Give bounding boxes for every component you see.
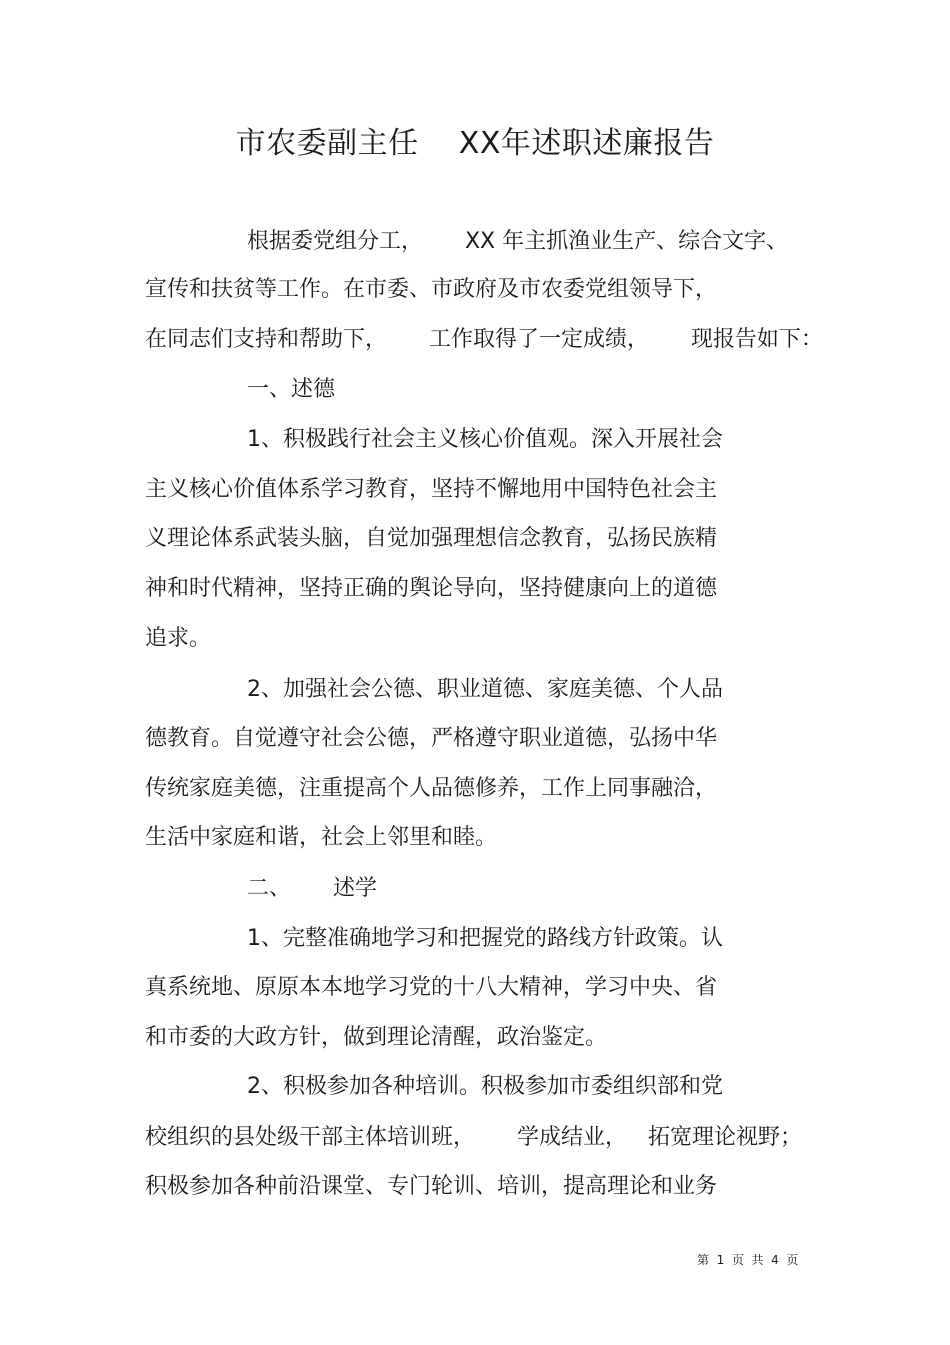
paragraph-line: 生活中家庭和谐，社会上邻里和睦。 [145, 825, 498, 850]
paragraph-line: 1、积极践行社会主义核心价值观。深入开展社会 [247, 427, 723, 452]
paragraph-line: 在同志们支持和帮助下， 工作取得了一定成绩， 现报告如下： [145, 327, 823, 352]
page-number: 第 1 页 共 4 页 [697, 1253, 799, 1267]
document-title: 市农委副主任 XX年述职述廉报告 [235, 126, 715, 161]
paragraph-line: 宣传和扶贫等工作。在市委、市政府及市农委党组领导下， [145, 277, 718, 302]
paragraph-line: 德教育。自觉遵守社会公德，严格遵守职业道德，弘扬中华 [145, 726, 718, 751]
paragraph-line: 传统家庭美德，注重提高个人品德修养，工作上同事融洽， [145, 776, 718, 801]
paragraph-line: 主义核心价值体系学习教育，坚持不懈地用中国特色社会主 [145, 477, 718, 502]
paragraph-line: 神和时代精神，坚持正确的舆论导向，坚持健康向上的道德 [145, 576, 718, 601]
paragraph-line: 追求。 [145, 626, 212, 651]
paragraph-line: 真系统地、原原本本地学习党的十八大精神，学习中央、省 [145, 975, 718, 1000]
paragraph-line: 2、积极参加各种培训。积极参加市委组织部和党 [247, 1074, 723, 1099]
paragraph-line: 校组织的县处级干部主体培训班， 学成结业， 拓宽理论视野； [145, 1125, 802, 1150]
paragraph-line: 2、加强社会公德、职业道德、家庭美德、个人品 [247, 677, 723, 702]
paragraph-line: 积极参加各种前沿课堂、专门轮训、培训，提高理论和业务 [145, 1174, 718, 1199]
paragraph-line: 根据委党组分工， XX 年主抓渔业生产、综合文字、 [247, 229, 789, 254]
section-heading: 一、述德 [247, 377, 336, 402]
paragraph-line: 1、完整准确地学习和把握党的路线方针政策。认 [247, 926, 723, 951]
paragraph-line: 和市委的大政方针，做到理论清醒，政治鉴定。 [145, 1025, 608, 1050]
paragraph-line: 义理论体系武装头脑，自觉加强理想信念教育，弘扬民族精 [145, 526, 718, 551]
section-heading: 二、 述学 [247, 876, 377, 901]
